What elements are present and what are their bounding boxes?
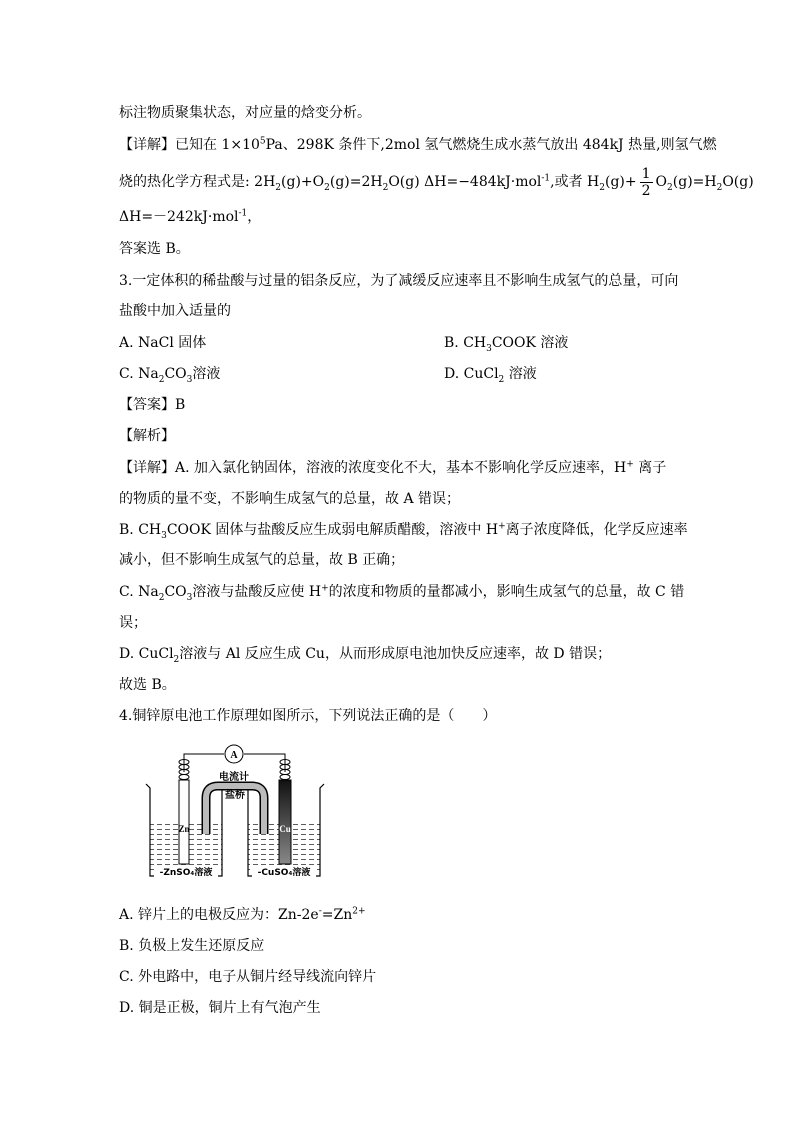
q3-option-b: B. $CH_3COOK$ 溶液 [444,335,569,354]
q3-detail-line-1: 【详解】A. 加入氯化钠固体，溶液的浓度变化不大，基本不影响化学反应速率，H+ 离子 [119,459,667,476]
detail-line-3: ΔH=－242kJ·mol$^{-1}$， [119,208,262,225]
q3-detail-line-2: 的物质的量不变，不影响生成氢气的总量，故 A 错误； [119,491,461,507]
q3-detail-line-3: B. $CH_3COOK$ 固体与盐酸反应生成弱电解质醋酸，溶液中 H+离子浓度降低，化学反应速率 [119,521,688,541]
detail-line-2: 烧的热化学方程式是: $2H_2(g)+O_2(g)=2H_2O(g)$ ΔH=−484kJ·mol$^{-1}$,或者 $H_2(g)+$ $\frac{1}{2}$ $O_2(g)=H_2O(g)$ [119,165,754,199]
q4-option-a: A. 锌片上的电极反应为：$Zn-2e^-=Zn^{2+}$ [119,906,366,923]
q4-option-c: C. 外电路中，电子从铜片经导线流向锌片 [119,969,377,985]
zinc-label: Zn [178,824,190,834]
detail-line-1: 【详解】已知在 $1\times 10^5Pa$、298K 条件下,2mol 氢气燃烧生成水蒸气放出 484kJ 热量,则氢气燃 [119,136,717,153]
q3-option-c: C. $Na_2CO_3$溶液 [119,366,221,385]
q3-option-a: A. NaCl 固体 [119,335,207,351]
left-solution-label: -ZnSO₄溶液 [159,868,213,878]
q3-detail-line-7: D. CuCl$_2$溶液与 Al 反应生成 Cu，从而形成原电池加快反应速率，故 D 错误； [119,646,612,665]
copper-label: Cu [279,824,291,834]
ammeter-symbol: A [230,750,238,761]
right-solution-label: -CuSO₄溶液 [257,868,311,878]
detail-tag: 【详解】 [119,137,175,153]
wire-left [184,754,224,772]
ammeter-label: 电流计 [219,772,249,783]
salt-bridge-label: 盐桥 [225,790,245,801]
detail-answer: 答案选 B。 [119,241,190,257]
wire-right [244,754,285,772]
q4-option-b: B. 负极上发生还原反应 [119,938,265,954]
q4-option-d: D. 铜是正极，铜片上有气泡产生 [119,1000,321,1016]
q3-detail-line-5: C. $Na_2CO_3$溶液与盐酸反应使 H+的浓度和物质的量都减小，影响生成氢气的总量，故 C 错 [119,583,685,603]
fraction-half: $\frac{1}{2}$ [641,165,651,199]
q3-option-d: D. CuCl$_2$ 溶液 [444,366,537,385]
galvanic-cell-diagram [140,742,330,888]
q4-stem: 4.铜锌原电池工作原理如图所示，下列说法正确的是（ ） [119,708,497,724]
copper-electrode [279,780,291,864]
q3-answer: 【答案】B [119,397,186,413]
q3-analysis-heading: 【解析】 [119,428,175,444]
q3-stem-2: 盐酸中加入适量的 [119,303,231,319]
q3-detail-line-4: 减小，但不影响生成氢气的总量，故 B 正确； [119,552,405,568]
intro-text: 标注物质聚集状态，对应量的焓变分析。 [119,105,371,121]
q3-detail-line-6: 误； [119,615,147,631]
q3-stem-1: 3.一定体积的稀盐酸与过量的铝条反应，为了减缓反应速率且不影响生成氢气的总量，可向 [119,273,679,289]
zinc-electrode [179,780,189,864]
q3-conclusion: 故选 B。 [119,677,176,693]
